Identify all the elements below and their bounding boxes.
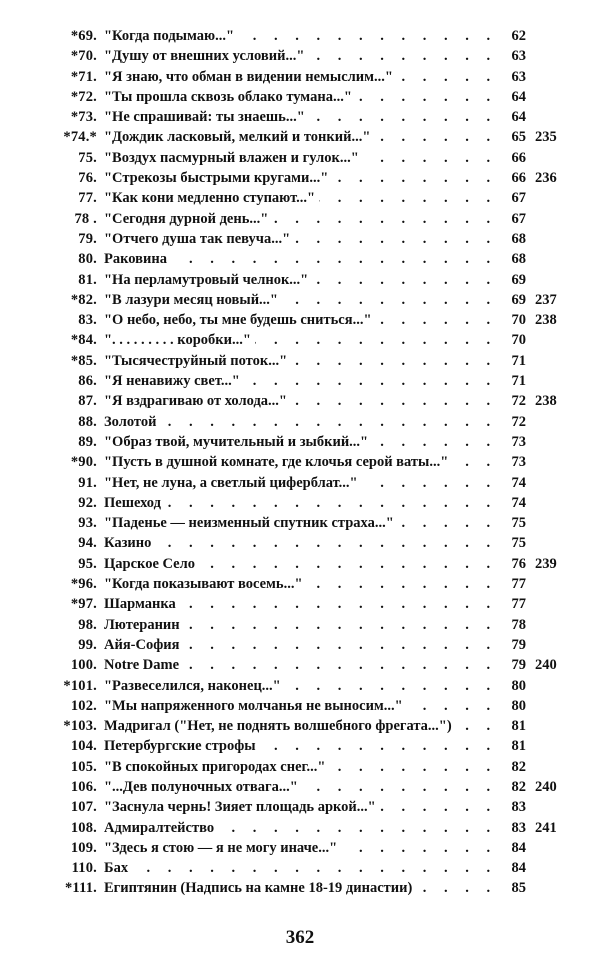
entry-title-text: ". . . . . . . . . коробки..." — [104, 332, 255, 348]
entry-title-text: "Стрекозы быстрыми кругами..." — [104, 170, 332, 186]
entry-number: 109. — [70, 839, 97, 856]
entry-title — [104, 46, 496, 66]
toc-entry — [0, 473, 600, 493]
entry-title — [104, 249, 496, 269]
entry-title-text: Notre Dame — [104, 657, 183, 673]
entry-page: 74 — [511, 474, 526, 491]
toc-entry — [0, 493, 600, 513]
entry-page: 80 — [511, 677, 526, 694]
toc-entry — [0, 777, 600, 797]
toc-entry — [0, 391, 600, 411]
entry-commentary-page: 235 — [535, 129, 557, 146]
entry-number: 94. — [78, 535, 97, 552]
entry-number: *74.* — [63, 129, 97, 146]
toc-entry — [0, 676, 600, 696]
entry-page: 66 — [511, 170, 526, 187]
entry-title — [104, 615, 496, 635]
entry-title — [104, 391, 496, 411]
entry-page: 63 — [511, 48, 526, 65]
toc-entry — [0, 635, 600, 655]
entry-page: 74 — [511, 494, 526, 511]
entry-number: 110. — [71, 860, 97, 877]
entry-number: 78 . — [74, 210, 97, 227]
entry-title-text: "Я ненавижу свет..." — [104, 373, 244, 389]
entry-page: 82 — [511, 758, 526, 775]
toc-entry — [0, 878, 600, 898]
entry-page: 77 — [511, 576, 526, 593]
entry-title-text: Лютеранин — [104, 617, 184, 633]
entry-title — [104, 838, 496, 858]
entry-title — [104, 655, 496, 675]
entry-page: 66 — [511, 149, 526, 166]
toc-entry — [0, 513, 600, 533]
toc-entry — [0, 554, 600, 574]
entry-title — [104, 574, 496, 594]
toc-entry — [0, 655, 600, 675]
entry-page: 62 — [511, 28, 526, 44]
entry-title — [104, 270, 496, 290]
entry-number: 108. — [70, 819, 97, 836]
entry-number: *73. — [70, 109, 97, 126]
entry-page: 67 — [511, 190, 526, 207]
entry-page: 70 — [511, 332, 526, 349]
entry-page: 75 — [511, 535, 526, 552]
entry-title — [104, 412, 496, 432]
entry-title-text: "Душу от внешних условий..." — [104, 48, 308, 64]
entry-title — [104, 168, 496, 188]
toc-entry — [0, 736, 600, 756]
entry-page: 81 — [511, 718, 526, 735]
toc-entry — [0, 533, 600, 553]
entry-page: 78 — [511, 616, 526, 633]
toc-entry — [0, 270, 600, 290]
entry-page: 73 — [511, 454, 526, 471]
entry-page: 64 — [511, 88, 526, 105]
entry-number: *82. — [70, 291, 97, 308]
entry-title — [104, 493, 496, 513]
entry-page: 83 — [511, 819, 526, 836]
entry-page: 71 — [511, 352, 526, 369]
entry-title-text: "Сегодня дурной день..." — [104, 211, 272, 227]
entry-page: 67 — [511, 210, 526, 227]
toc-entry — [0, 757, 600, 777]
entry-title — [104, 676, 496, 696]
toc-entry — [0, 797, 600, 817]
entry-title-text: "Я знаю, что обман в видении немыслим..." — [104, 69, 397, 85]
entry-title-text: Петербургские строфы — [104, 738, 260, 754]
table-of-contents — [0, 26, 600, 899]
entry-title-text: "О небо, небо, ты мне будешь сниться..." — [104, 312, 376, 328]
entry-page: 81 — [511, 738, 526, 755]
entry-page: 65 — [511, 129, 526, 146]
entry-page: 75 — [511, 515, 526, 532]
entry-title — [104, 736, 496, 756]
toc-entry — [0, 615, 600, 635]
toc-entry — [0, 127, 600, 147]
entry-page: 71 — [511, 373, 526, 390]
entry-title-text: "Как кони медленно ступают..." — [104, 190, 319, 206]
toc-entry — [0, 574, 600, 594]
toc-entry — [0, 818, 600, 838]
entry-page: 85 — [511, 880, 526, 897]
entry-page: 69 — [511, 291, 526, 308]
entry-title-text: Пешеход — [104, 495, 165, 511]
entry-title-text: "Мы напряженного молчанья не выносим..." — [104, 698, 407, 714]
entry-number: 77. — [78, 190, 97, 207]
entry-title — [104, 67, 496, 87]
toc-entry — [0, 310, 600, 330]
entry-page: 80 — [511, 697, 526, 714]
entry-number: 91. — [78, 474, 97, 491]
entry-title — [104, 473, 496, 493]
entry-title-text: Казино — [104, 535, 155, 551]
toc-entry — [0, 351, 600, 371]
entry-number: 87. — [78, 393, 97, 410]
entry-title — [104, 858, 496, 878]
entry-title — [104, 716, 496, 736]
toc-entry — [0, 858, 600, 878]
entry-title-text: Айя-София — [104, 637, 183, 653]
entry-title — [104, 777, 496, 797]
entry-number: 83. — [78, 312, 97, 329]
entry-title-text: "В лазури месяц новый..." — [104, 292, 282, 308]
entry-title-text: "...Дев полуночных отвага..." — [104, 779, 302, 795]
entry-title — [104, 209, 496, 229]
entry-title-text: "Отчего душа так певуча..." — [104, 231, 294, 247]
entry-number: 86. — [78, 373, 97, 390]
entry-commentary-page: 238 — [535, 393, 557, 410]
entry-title — [104, 310, 496, 330]
entry-title — [104, 371, 496, 391]
entry-number: 107. — [70, 799, 97, 816]
toc-entry — [0, 452, 600, 472]
entry-title-text: Царское Село — [104, 556, 199, 572]
entry-title — [104, 330, 496, 350]
entry-title-text: Египтянин (Надпись на камне 18-19 династии) — [104, 880, 416, 896]
toc-entry — [0, 290, 600, 310]
entry-title-text: "Не спрашивай: ты знаешь..." — [104, 109, 309, 125]
page-number: 362 — [285, 927, 315, 948]
toc-entry — [0, 371, 600, 391]
entry-commentary-page: 241 — [535, 819, 557, 836]
entry-title — [104, 107, 496, 127]
entry-page: 84 — [511, 839, 526, 856]
toc-entry — [0, 412, 600, 432]
entry-number: *111. — [64, 880, 97, 897]
entry-page: 72 — [511, 413, 526, 430]
entry-title-text: "Когда показывают восемь..." — [104, 576, 307, 592]
entry-page: 64 — [511, 109, 526, 126]
entry-page: 68 — [511, 230, 526, 247]
entry-page: 84 — [511, 860, 526, 877]
entry-number: 104. — [70, 738, 97, 755]
entry-number: 76. — [78, 170, 97, 187]
entry-title — [104, 818, 496, 838]
toc-entry — [0, 148, 600, 168]
toc-entry — [0, 87, 600, 107]
entry-number: 80. — [78, 251, 97, 268]
entry-title — [104, 351, 496, 371]
entry-title-text: Мадригал ("Нет, не поднять волшебного фрегата...") — [104, 718, 456, 734]
entry-number: *96. — [70, 576, 97, 593]
toc-entry — [0, 696, 600, 716]
entry-number: *71. — [70, 68, 97, 85]
entry-page: 76 — [511, 555, 526, 572]
entry-page: 68 — [511, 251, 526, 268]
toc-entry — [0, 26, 600, 46]
entry-title-text: Золотой — [104, 414, 160, 430]
entry-number: 99. — [78, 636, 97, 653]
entry-title — [104, 290, 496, 310]
toc-entry — [0, 330, 600, 350]
entry-title-text: "На перламутровый челнок..." — [104, 272, 312, 288]
entry-number: 79. — [78, 230, 97, 247]
entry-commentary-page: 240 — [535, 657, 557, 674]
toc-entry — [0, 168, 600, 188]
entry-title — [104, 878, 496, 898]
entry-page: 79 — [511, 657, 526, 674]
entry-number: 105. — [70, 758, 97, 775]
entry-title — [104, 26, 496, 46]
entry-number: 95. — [78, 555, 97, 572]
entry-number: 75. — [78, 149, 97, 166]
entry-number: 88. — [78, 413, 97, 430]
entry-page: 72 — [511, 393, 526, 410]
toc-entry — [0, 229, 600, 249]
entry-title-text: "Воздух пасмурный влажен и гулок..." — [104, 150, 363, 166]
entry-title-text: "Я вздрагиваю от холода..." — [104, 393, 291, 409]
toc-entry — [0, 107, 600, 127]
entry-title — [104, 87, 496, 107]
entry-number: 92. — [78, 494, 97, 511]
toc-entry — [0, 209, 600, 229]
entry-title-text: "Пусть в душной комнате, где клочья серой ваты..." — [104, 454, 452, 470]
entry-page: 73 — [511, 433, 526, 450]
entry-title-text: Раковина — [104, 251, 171, 267]
entry-title-text: Шарманка — [104, 596, 180, 612]
entry-number: *84. — [70, 332, 97, 349]
entry-number: *97. — [70, 596, 97, 613]
entry-title-text: "Образ твой, мучительный и зыбкий..." — [104, 434, 372, 450]
toc-entry — [0, 594, 600, 614]
entry-title — [104, 513, 496, 533]
entry-number: *90. — [70, 454, 97, 471]
entry-number: 102. — [70, 697, 97, 714]
entry-title — [104, 148, 496, 168]
entry-title — [104, 554, 496, 574]
entry-number: 100. — [70, 657, 97, 674]
entry-title — [104, 432, 496, 452]
toc-entry — [0, 67, 600, 87]
entry-title — [104, 757, 496, 777]
entry-title-text: "Заснула чернь! Зияет площадь аркой..." — [104, 799, 380, 815]
entry-number: 93. — [78, 515, 97, 532]
entry-title — [104, 452, 496, 472]
entry-number: *85. — [70, 352, 97, 369]
entry-title-text: "Дождик ласковый, мелкий и тонкий..." — [104, 129, 374, 145]
entry-page: 63 — [511, 68, 526, 85]
entry-page: 79 — [511, 636, 526, 653]
entry-title-text: "Паденье — неизменный спутник страха..." — [104, 515, 398, 531]
entry-title-text: "Развеселился, наконец..." — [104, 678, 285, 694]
entry-title-text: Адмиралтейство — [104, 820, 218, 836]
entry-title-text: "Здесь я стою — я не могу иначе..." — [104, 840, 341, 856]
entry-page: 77 — [511, 596, 526, 613]
entry-title-text: "Когда подымаю..." — [104, 28, 238, 44]
toc-entry — [0, 432, 600, 452]
entry-title — [104, 696, 496, 716]
entry-number: 81. — [78, 271, 97, 288]
entry-number: *101. — [63, 677, 97, 694]
entry-number: *70. — [70, 48, 97, 65]
entry-title — [104, 797, 496, 817]
entry-commentary-page: 239 — [535, 555, 557, 572]
entry-title — [104, 594, 496, 614]
entry-number: 98. — [78, 616, 97, 633]
entry-page: 82 — [511, 778, 526, 795]
toc-entry — [0, 716, 600, 736]
entry-title — [104, 635, 496, 655]
entry-page: 83 — [511, 799, 526, 816]
entry-title-text: Бах — [104, 860, 132, 876]
entry-number: 106. — [70, 778, 97, 795]
entry-title — [104, 533, 496, 553]
entry-title-text: "Нет, не луна, а светлый циферблат..." — [104, 475, 362, 491]
entry-title — [104, 127, 496, 147]
entry-number: 89. — [78, 433, 97, 450]
entry-page: 69 — [511, 271, 526, 288]
toc-entry — [0, 46, 600, 66]
entry-title-text: "Ты прошла сквозь облако тумана..." — [104, 89, 356, 105]
entry-number: *72. — [70, 88, 97, 105]
entry-page: 70 — [511, 312, 526, 329]
toc-entry — [0, 249, 600, 269]
entry-commentary-page: 238 — [535, 312, 557, 329]
entry-title-text: "Тысячеструйный поток..." — [104, 353, 291, 369]
entry-commentary-page: 240 — [535, 778, 557, 795]
entry-commentary-page: 237 — [535, 291, 557, 308]
entry-commentary-page: 236 — [535, 170, 557, 187]
toc-entry — [0, 188, 600, 208]
entry-number: *103. — [63, 718, 97, 735]
entry-title-text: "В спокойных пригородах снег..." — [104, 759, 329, 775]
entry-title — [104, 229, 496, 249]
entry-title — [104, 188, 496, 208]
toc-entry — [0, 838, 600, 858]
entry-number: *69. — [70, 28, 97, 44]
